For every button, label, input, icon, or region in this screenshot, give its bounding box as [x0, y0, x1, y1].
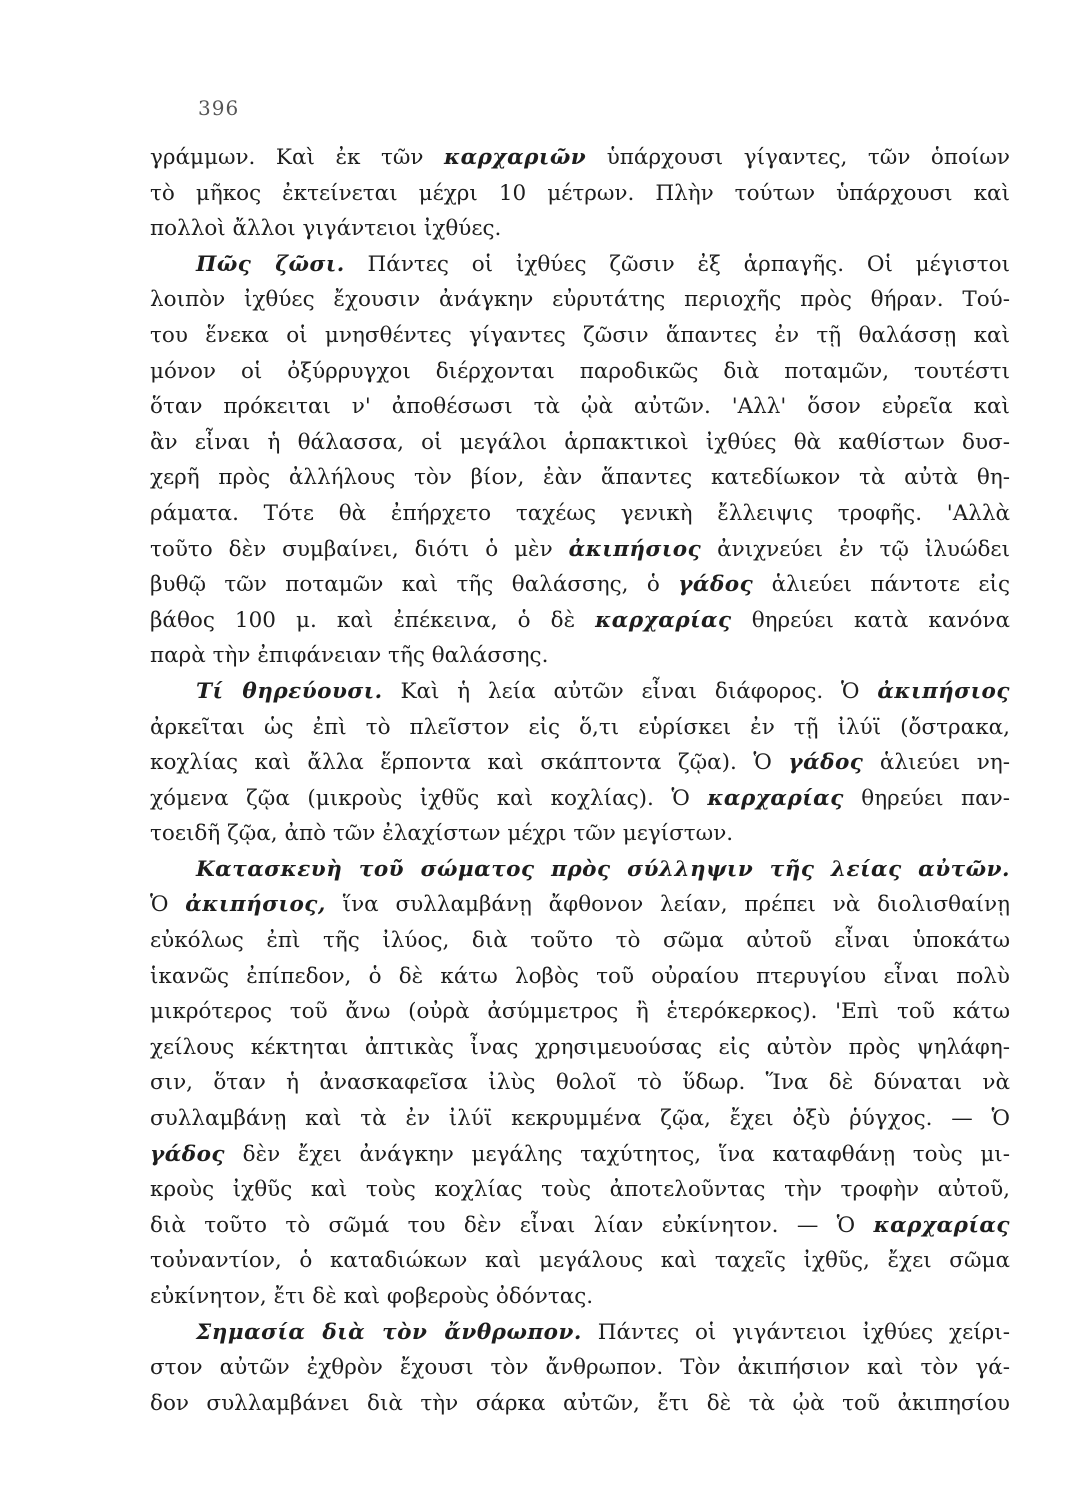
text-line: σιν, ὅταν ἡ ἀνασκαφεῖσα ἰλὺς θολοῖ τὸ ὕδωρ. Ἵνα δὲ δύναται νὰ — [150, 1070, 1010, 1096]
text-line: διὰ τοῦτο τὸ σῶμά του δὲν εἶναι λίαν εὐκίνητον. — Ὁ καρχαρίας — [150, 1212, 1010, 1238]
text-line: κοχλίας καὶ ἄλλα ἕρποντα καὶ σκάπτοντα ζῷα). Ὁ γάδος ἁλιεύει νη- — [150, 750, 1010, 776]
text-line: συλλαμβάνῃ καὶ τὰ ἐν ἰλύϊ κεκρυμμένα ζῷα, ἔχει ὀξὺ ῥύγχος. — Ὁ — [150, 1106, 1010, 1132]
text-line: τοειδῆ ζῷα, ἀπὸ τῶν ἐλαχίστων μέχρι τῶν μεγίστων. — [150, 821, 734, 847]
text-line: παρὰ τὴν ἐπιφάνειαν τῆς θαλάσσης. — [150, 643, 549, 669]
text-line: βυθῷ τῶν ποταμῶν καὶ τῆς θαλάσσης, ὁ γάδος ἁλιεύει πάντοτε εἰς — [150, 572, 1010, 598]
text-line: Ὁ ἀκιπήσιος, ἵνα συλλαμβάνῃ ἄφθονον λείαν, πρέπει νὰ διολισθαίνῃ — [150, 892, 1010, 918]
text-line: χόμενα ζῷα (μικροὺς ἰχθῦς καὶ κοχλίας). Ὁ καρχαρίας θηρεύει παν- — [150, 785, 1010, 811]
section-heading: Τί θηρεύουσι. — [196, 678, 383, 704]
text-line: δον συλλαμβάνει διὰ τὴν σάρκα αὐτῶν, ἔτι δὲ τὰ ᾠὰ τοῦ ἀκιπησίου — [150, 1390, 1010, 1416]
text-line: μόνον οἱ ὀξύρρυγχοι διέρχονται παροδικῶς διὰ ποταμῶν, τουτέστι — [150, 358, 1010, 384]
text-line: εὐκόλως ἐπὶ τῆς ἰλύος, διὰ τοῦτο τὸ σῶμα αὐτοῦ εἶναι ὑποκάτω — [150, 928, 1010, 954]
text-line: λοιπὸν ἰχθύες ἔχουσιν ἀνάγκην εὐρυτάτης περιοχῆς πρὸς θήραν. Τού- — [150, 287, 1010, 313]
text-line: τὸ μῆκος ἐκτείνεται μέχρι 10 μέτρων. Πλὴν τούτων ὑπάρχουσι καὶ — [150, 180, 1010, 206]
section-heading: Κατασκευὴ τοῦ σώματος πρὸς σύλληψιν τῆς λείας αὐτῶν. — [196, 856, 1010, 882]
text-line: χερῆ πρὸς ἀλλήλους τὸν βίον, ἐὰν ἅπαντες κατεδίωκον τὰ αὐτὰ θη- — [150, 465, 1010, 491]
text-line: ἱκανῶς ἐπίπεδον, ὁ δὲ κάτω λοβὸς τοῦ οὐραίου πτερυγίου εἶναι πολὺ — [150, 963, 1010, 989]
text-line: γράμμων. Καὶ ἐκ τῶν καρχαριῶν ὑπάρχουσι γίγαντες, τῶν ὁποίων — [150, 145, 1010, 170]
text-line: μικρότερος τοῦ ἄνω (οὐρὰ ἀσύμμετρος ἢ ἑτερόκερκος). 'Επὶ τοῦ κάτω — [150, 999, 1010, 1025]
text-line: τοῦτο δὲν συμβαίνει, διότι ὁ μὲν ἀκιπήσιος ἀνιχνεύει ἐν τῷ ἰλυώδει — [150, 536, 1010, 562]
text-line: στον αὐτῶν ἐχθρὸν ἔχουσι τὸν ἄνθρωπον. Τὸν ἀκιπήσιον καὶ τὸν γά- — [150, 1355, 1010, 1381]
section-heading-line: Πῶς ζῶσι. Πάντες οἱ ἰχθύες ζῶσιν ἐξ ἁρπαγῆς. Οἱ μέγιστοι — [196, 251, 1010, 277]
text-line: βάθος 100 μ. καὶ ἐπέκεινα, ὁ δὲ καρχαρίας θηρεύει κατὰ κανόνα — [150, 607, 1010, 633]
section-heading-line: Τί θηρεύουσι. Καὶ ἡ λεία αὐτῶν εἶναι διάφορος. Ὁ ἀκιπήσιος — [196, 678, 1010, 704]
section-heading-line — [150, 852, 1010, 888]
page-number: 396 — [198, 96, 240, 120]
text-line: κροὺς ἰχθῦς καὶ τοὺς κοχλίας τοὺς ἀποτελοῦντας τὴν τροφὴν αὐτοῦ, — [150, 1177, 1010, 1203]
text-line: ἂν εἶναι ἡ θάλασσα, οἱ μεγάλοι ἁρπακτικοὶ ἰχθύες θὰ καθίστων δυσ- — [150, 429, 1010, 455]
text-line: του ἕνεκα οἱ μνησθέντες γίγαντες ζῶσιν ἅπαντες ἐν τῇ θαλάσσῃ καὶ — [150, 322, 1010, 348]
text-line: χείλους κέκτηται ἀπτικὰς ἶνας χρησιμευούσας εἰς αὐτὸν πρὸς ψηλάφη- — [150, 1034, 1010, 1060]
section-heading: Σημασία διὰ τὸν ἄνθρωπον. — [196, 1319, 582, 1345]
section-heading: Πῶς ζῶσι. — [196, 251, 345, 277]
section-heading-line: Σημασία διὰ τὸν ἄνθρωπον. Πάντες οἱ γιγάντειοι ἰχθύες χείρι- — [196, 1319, 1010, 1345]
text-line: πολλοὶ ἄλλοι γιγάντειοι ἰχθύες. — [150, 216, 502, 242]
text-line: ὅταν πρόκειται ν' ἀποθέσωσι τὰ ᾠὰ αὐτῶν. 'Αλλ' ὅσον εὐρεῖα καὶ — [150, 394, 1010, 420]
text-line: τοὐναντίον, ὁ καταδιώκων καὶ μεγάλους καὶ ταχεῖς ἰχθῦς, ἔχει σῶμα — [150, 1248, 1010, 1274]
text-line: εὐκίνητον, ἔτι δὲ καὶ φοβεροὺς ὀδόντας. — [150, 1284, 594, 1309]
text-line: ράματα. Τότε θὰ ἐπήρχετο ταχέως γενικὴ ἔλλειψις τροφῆς. 'Αλλὰ — [150, 500, 1010, 526]
body-text — [150, 140, 1010, 1421]
text-line: γάδος δὲν ἔχει ἀνάγκην μεγάλης ταχύτητος, ἵνα καταφθάνῃ τοὺς μι- — [150, 1141, 1010, 1167]
text-line: ἀρκεῖται ὡς ἐπὶ τὸ πλεῖστον εἰς ὅ,τι εὑρίσκει ἐν τῇ ἰλύϊ (ὄστρακα, — [150, 714, 1010, 740]
